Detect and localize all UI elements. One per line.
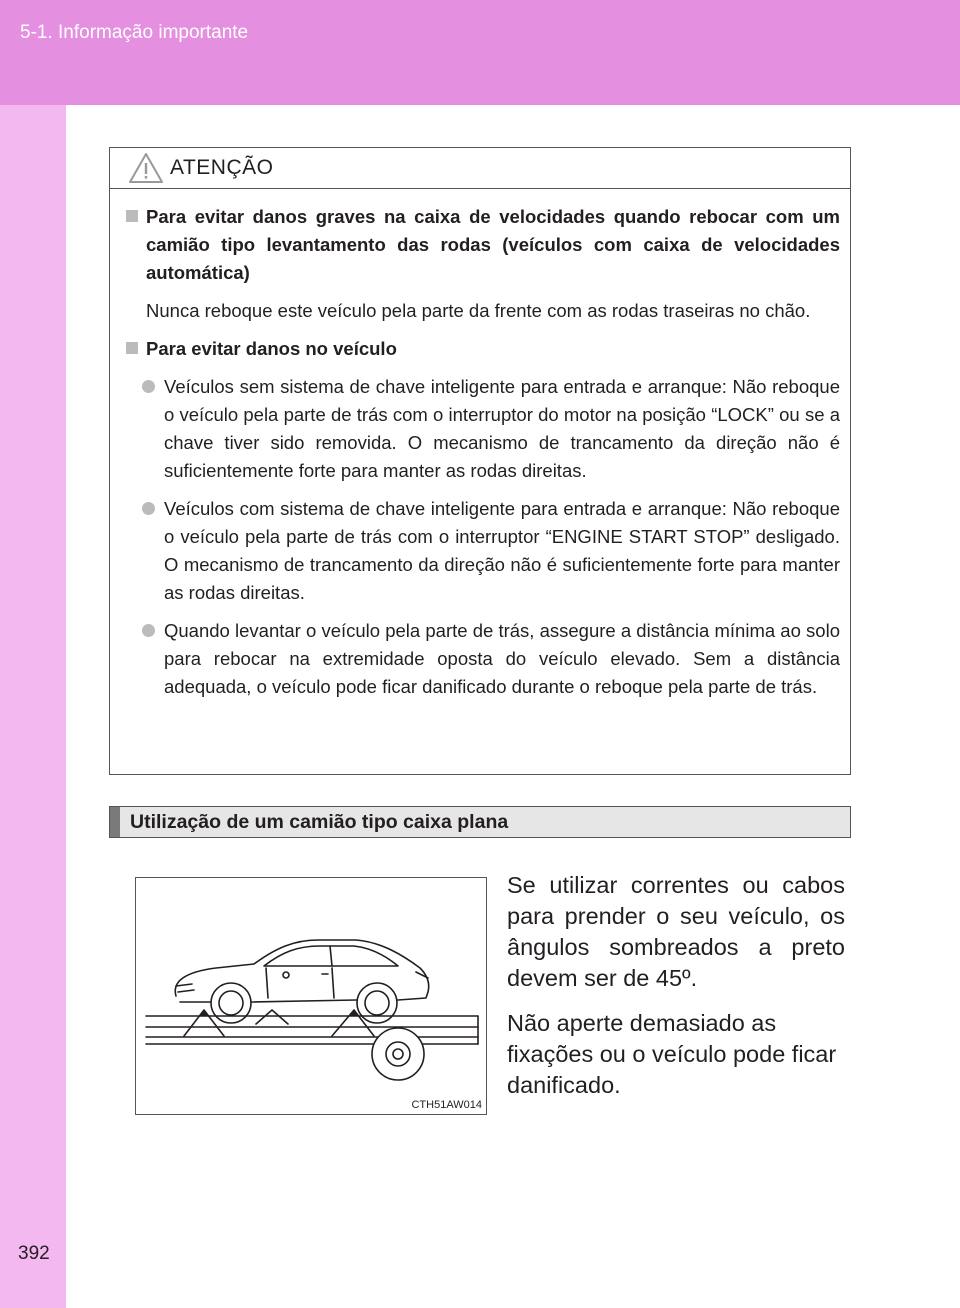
circle-bullet-icon: [142, 624, 155, 637]
list-item-text: Quando levantar o veículo pela parte de trás, assegure a distância mínima ao solo para rebocar na extremidade oposta do veículo elevado. Sem a distância adequada, o veículo pode ficar danificado durante o reboque pela parte de trás.: [164, 620, 840, 697]
warning-box: [109, 147, 851, 775]
list-item: [122, 495, 840, 607]
warning-label: ATENÇÃO: [170, 156, 274, 179]
section-heading: Para evitar danos graves na caixa de velocidades quando rebocar com um camião tipo levantamento das rodas (veículos com caixa de velocidades automática): [146, 206, 840, 283]
warning-body: [110, 189, 850, 701]
warning-triangle-icon: [128, 151, 164, 185]
section-text: Nunca reboque este veículo pela parte da frente com as rodas traseiras no chão.: [146, 300, 811, 321]
warning-section-transmission: [122, 203, 840, 325]
left-margin-strip: [0, 105, 66, 1308]
subheading-bar: [109, 806, 851, 838]
section-title: 5-1. Informação importante: [20, 22, 249, 43]
circle-bullet-icon: [142, 380, 155, 393]
list-item-text: Veículos sem sistema de chave inteligente para entrada e arranque: Não reboque o veículo pela parte de trás com o interruptor do motor na posição “LOCK” ou se a chave tiver sido removida. O mecanismo de trancamento da direção não é suficientemente forte para manter as rodas direitas.: [164, 376, 840, 481]
header-band: [0, 0, 960, 105]
subheading-accent: [110, 807, 120, 837]
list-item-text: Veículos com sistema de chave inteligente para entrada e arranque: Não reboque o veículo pela parte de trás com o interruptor “ENGINE START STOP” desligado. O mecanismo de trancamento da direção não é suficientemente forte para manter as rodas direitas.: [164, 498, 840, 603]
body-paragraph: Não aperte demasiado as fixações ou o veículo pode ficar danificado.: [507, 1010, 837, 1098]
page-number: 392: [18, 1243, 50, 1264]
square-bullet-icon: [126, 210, 138, 222]
subheading: Utilização de um camião tipo caixa plana: [130, 811, 509, 833]
list-item: [122, 373, 840, 485]
warning-section-vehicle: [122, 335, 840, 363]
warning-header: [110, 148, 850, 189]
car-on-flatbed-drawing: [136, 878, 486, 1114]
figure-code: CTH51AW014: [411, 1099, 482, 1111]
body-text: [507, 870, 845, 1115]
section-heading: Para evitar danos no veículo: [146, 338, 397, 359]
body-paragraph: Se utilizar correntes ou cabos para prender o seu veículo, os ângulos sombreados a preto devem ser de 45º.: [507, 872, 845, 991]
square-bullet-icon: [126, 342, 138, 354]
list-item: [122, 617, 840, 701]
flatbed-truck-illustration: [135, 877, 487, 1115]
circle-bullet-icon: [142, 502, 155, 515]
